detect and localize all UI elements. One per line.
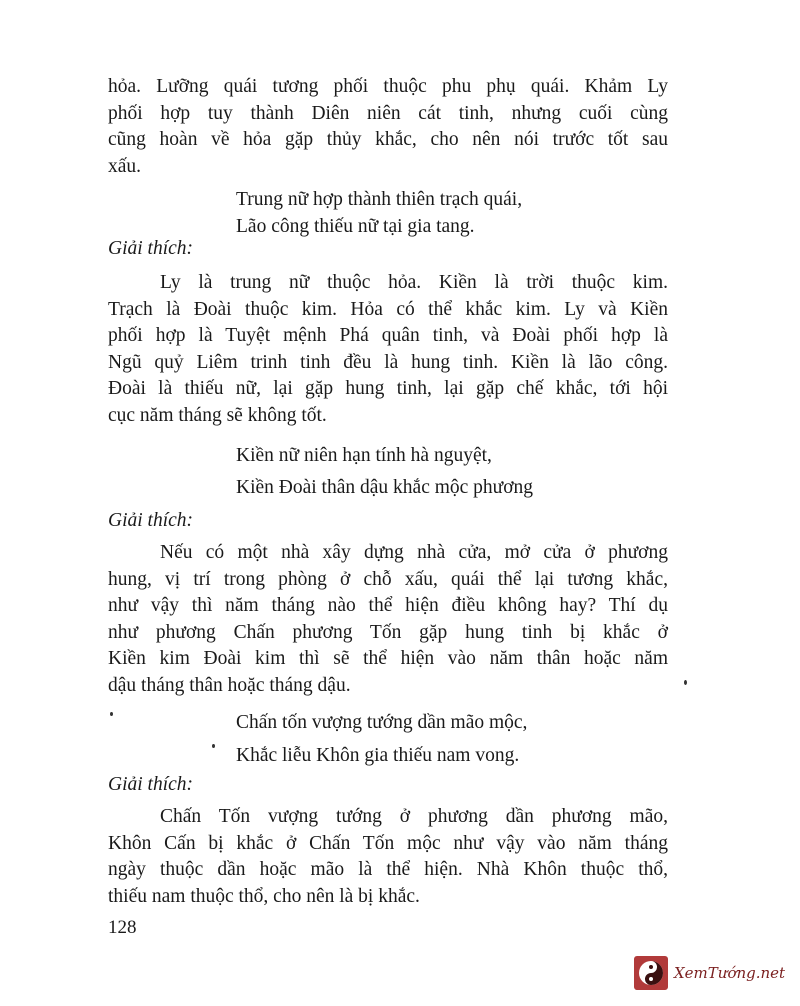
text-line: hỏa. Lưỡng quái tương phối thuộc phu phụ quái. Khảm Ly — [108, 76, 668, 97]
scan-speck — [684, 680, 687, 685]
text-line: như vậy thì năm tháng nào thể hiện điều không hay? Thí dụ — [108, 595, 668, 617]
heading-giai-thich-1: Giải thích: — [108, 238, 194, 259]
verse-line: Trung nữ hợp thành thiên trạch quái, — [236, 189, 523, 210]
paragraph-2 — [108, 270, 668, 430]
scan-speck — [110, 712, 113, 716]
verse-line: Khắc liễu Khôn gia thiếu nam vong. — [236, 745, 520, 766]
text-line: cũng hoàn về hỏa gặp thủy khắc, cho nên nói trước tốt sau — [108, 129, 668, 151]
verse-line: Kiền nữ niên hạn tính hà nguyệt, — [236, 445, 492, 466]
text-line: Kiền kim Đoài kim thì sẽ thể hiện vào năm thân hoặc năm — [108, 648, 668, 670]
paragraph-3 — [108, 540, 668, 700]
verse-3 — [236, 706, 527, 772]
verse-1 — [236, 186, 522, 240]
paragraph-4 — [108, 804, 668, 910]
text-line: Ly là trung nữ thuộc hỏa. Kiền là trời thuộc kim. — [160, 272, 668, 293]
verse-line: Lão công thiếu nữ tại gia tang. — [236, 216, 475, 237]
text-line: phối hợp tuy thành Diên niên cát tinh, nhưng cuối cùng — [108, 102, 668, 124]
text-line: cục năm tháng sẽ không tốt. — [108, 404, 327, 426]
watermark — [634, 955, 785, 991]
text-line: Trạch là Đoài thuộc kim. Hỏa có thể khắc kim. Ly và Kiền — [108, 298, 668, 320]
verse-2 — [236, 440, 533, 504]
text-line: Ngũ quỷ Liêm trinh tinh đều là hung tinh. Kiền là lão công. — [108, 351, 668, 373]
watermark-text: XemTướng.net — [674, 964, 786, 982]
verse-line: Chấn tốn vượng tướng dần mão mộc, — [236, 712, 528, 733]
text-line: ngày thuộc dần hoặc mão là thể hiện. Nhà Khôn thuộc thổ, — [108, 859, 668, 881]
text-line: xấu. — [108, 155, 142, 177]
text-line: dậu tháng thân hoặc tháng dậu. — [108, 674, 351, 696]
verse-line: Kiền Đoài thân dậu khắc mộc phương — [236, 477, 534, 498]
text-line: Đoài là thiếu nữ, lại gặp hung tinh, lại gặp chế khắc, tới hội — [108, 378, 668, 400]
text-line: Chấn Tốn vượng tướng ở phương dần phương mão, — [160, 806, 668, 827]
text-line: Khôn Cấn bị khắc ở Chấn Tốn mộc như vậy vào năm tháng — [108, 832, 668, 854]
text-line: hung, vị trí trong phòng ở chỗ xấu, quái thể lại tương khắc, — [108, 568, 668, 590]
text-line: như phương Chấn phương Tốn gặp hung tinh bị khắc ở — [108, 621, 668, 643]
paragraph-1 — [108, 74, 668, 180]
page-number: 128 — [108, 917, 137, 938]
text-line: Nếu có một nhà xây dựng nhà cửa, mở cửa ở phương — [160, 542, 668, 563]
heading-giai-thich-3: Giải thích: — [108, 774, 194, 795]
heading-giai-thich-2: Giải thích: — [108, 510, 194, 531]
text-line: phối hợp là Tuyệt mệnh Phá quân tinh, và Đoài phối hợp là — [108, 325, 668, 347]
scan-speck — [212, 744, 215, 748]
text-line: thiếu nam thuộc thổ, cho nên là bị khắc. — [108, 885, 420, 907]
yin-yang-icon — [634, 956, 668, 990]
